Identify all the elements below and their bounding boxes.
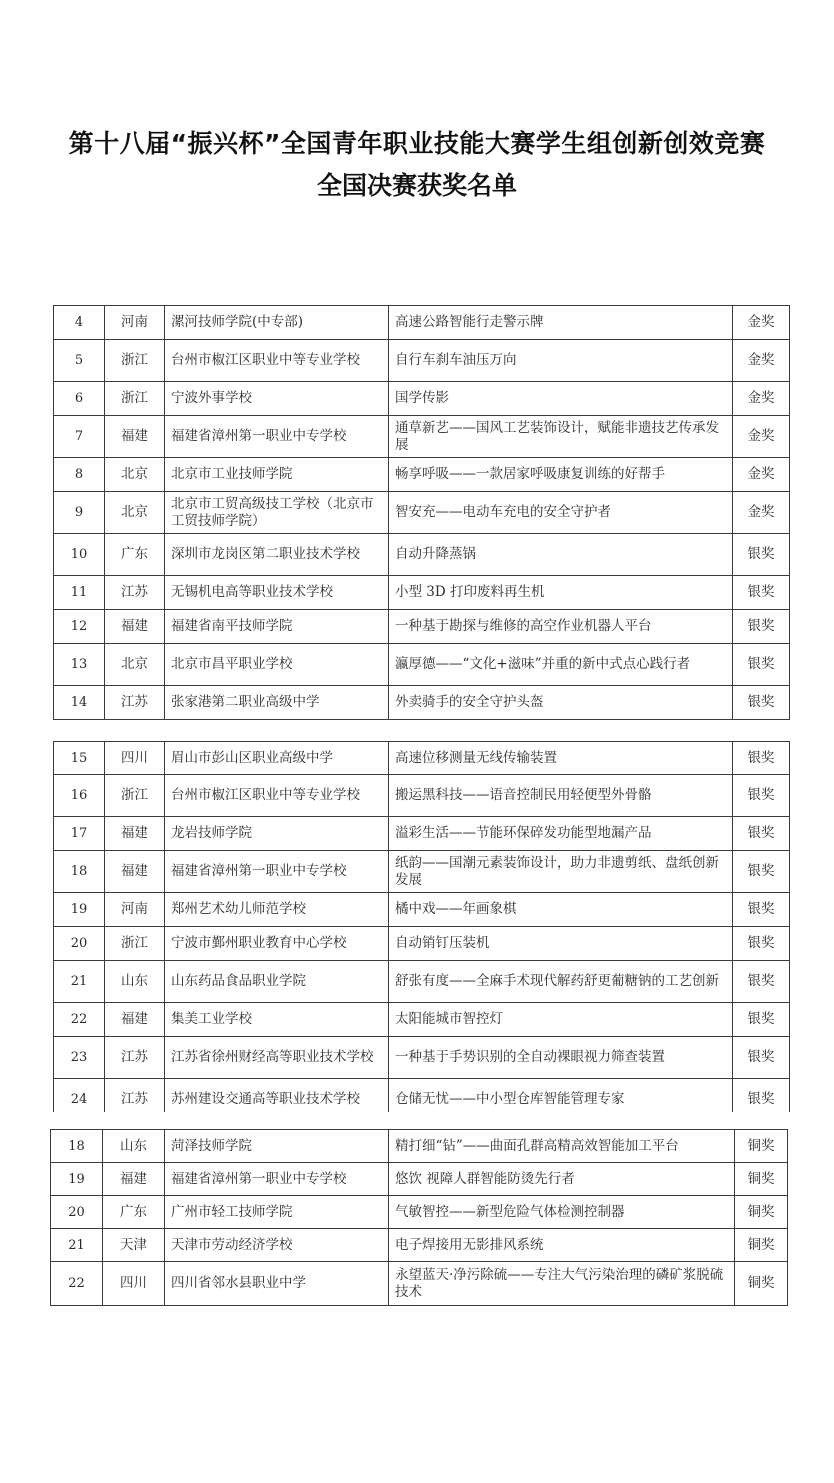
province-cell: 浙江: [105, 340, 165, 382]
award-cell: 铜奖: [735, 1163, 788, 1196]
school-cell: 宁波市鄞州职业教育中心学校: [165, 927, 389, 961]
row-number: 18: [51, 1130, 103, 1163]
project-cell: 高速位移测量无线传输装置: [389, 742, 733, 775]
province-cell: 浙江: [105, 927, 165, 961]
award-cell: 银奖: [733, 1079, 790, 1113]
project-cell: 自动升降蒸锅: [389, 534, 733, 576]
project-cell: 外卖骑手的安全守护头盔: [389, 686, 733, 720]
project-cell: 永望蓝天·净污除硫——专注大气污染治理的磷矿浆脱硫技术: [389, 1262, 735, 1306]
document-title: 第十八届“振兴杯”全国青年职业技能大赛学生组创新创效竞赛: [68, 129, 766, 158]
project-cell: 一种基于勘探与维修的高空作业机器人平台: [389, 610, 733, 644]
school-cell: 台州市椒江区职业中等专业学校: [165, 340, 389, 382]
table-row: [51, 1196, 788, 1229]
school-cell: 集美工业学校: [165, 1003, 389, 1037]
school-cell: 无锡机电高等职业技术学校: [165, 576, 389, 610]
school-cell: 天津市劳动经济学校: [165, 1229, 389, 1262]
row-number: 12: [54, 610, 105, 644]
province-cell: 江苏: [105, 1079, 165, 1113]
table-row: [54, 458, 790, 492]
project-cell: 自行车刹车油压万向: [389, 340, 733, 382]
table-row: [54, 686, 790, 720]
table-row: [54, 742, 790, 775]
award-table-gold-silver: [53, 305, 790, 720]
province-cell: 江苏: [105, 686, 165, 720]
row-number: 7: [54, 416, 105, 458]
province-cell: 河南: [105, 893, 165, 927]
award-cell: 金奖: [733, 382, 790, 416]
project-cell: 畅享呼吸——一款居家呼吸康复训练的好帮手: [389, 458, 733, 492]
school-cell: 郑州艺术幼儿师范学校: [165, 893, 389, 927]
project-cell: 舒张有度——全麻手术现代解药舒更葡糖钠的工艺创新: [389, 961, 733, 1003]
project-cell: 纸韵——国潮元素装饰设计，助力非遗剪纸、盘纸创新发展: [389, 851, 733, 893]
table-row: [54, 644, 790, 686]
school-cell: 眉山市彭山区职业高级中学: [165, 742, 389, 775]
award-cell: 银奖: [733, 742, 790, 775]
award-cell: 银奖: [733, 644, 790, 686]
project-cell: 搬运黑科技——语音控制民用轻便型外骨骼: [389, 775, 733, 817]
project-cell: 小型 3D 打印废料再生机: [389, 576, 733, 610]
table-row: [54, 340, 790, 382]
project-cell: 高速公路智能行走警示牌: [389, 306, 733, 340]
table-row: [54, 1079, 790, 1113]
province-cell: 山东: [103, 1130, 165, 1163]
row-number: 8: [54, 458, 105, 492]
province-cell: 北京: [105, 644, 165, 686]
row-number: 22: [51, 1262, 103, 1306]
row-number: 18: [54, 851, 105, 893]
school-cell: 江苏省徐州财经高等职业技术学校: [165, 1037, 389, 1079]
row-number: 21: [54, 961, 105, 1003]
province-cell: 河南: [105, 306, 165, 340]
table-row: [54, 775, 790, 817]
row-number: 9: [54, 492, 105, 534]
table-row: [51, 1163, 788, 1196]
project-cell: 溢彩生活——节能环保碎发功能型地漏产品: [389, 817, 733, 851]
project-cell: 电子焊接用无影排风系统: [389, 1229, 735, 1262]
school-cell: 深圳市龙岗区第二职业技术学校: [165, 534, 389, 576]
school-cell: 福建省南平技师学院: [165, 610, 389, 644]
table-row: [51, 1229, 788, 1262]
province-cell: 福建: [105, 1003, 165, 1037]
row-number: 22: [54, 1003, 105, 1037]
school-cell: 台州市椒江区职业中等专业学校: [165, 775, 389, 817]
award-cell: 银奖: [733, 817, 790, 851]
award-cell: 银奖: [733, 1037, 790, 1079]
table-row: [54, 306, 790, 340]
school-cell: 宁波外事学校: [165, 382, 389, 416]
province-cell: 福建: [103, 1163, 165, 1196]
school-cell: 漯河技师学院(中专部): [165, 306, 389, 340]
project-cell: 太阳能城市智控灯: [389, 1003, 733, 1037]
project-cell: 国学传影: [389, 382, 733, 416]
province-cell: 江苏: [105, 576, 165, 610]
school-cell: 福建省漳州第一职业中专学校: [165, 1163, 389, 1196]
award-cell: 银奖: [733, 851, 790, 893]
project-cell: 瀛厚德——“文化+滋味”并重的新中式点心践行者: [389, 644, 733, 686]
school-cell: 北京市工贸高级技工学校（北京市工贸技师学院）: [165, 492, 389, 534]
row-number: 23: [54, 1037, 105, 1079]
row-number: 13: [54, 644, 105, 686]
document-subtitle: 全国决赛获奖名单: [316, 171, 517, 200]
row-number: 17: [54, 817, 105, 851]
province-cell: 天津: [103, 1229, 165, 1262]
row-number: 10: [54, 534, 105, 576]
row-number: 20: [51, 1196, 103, 1229]
award-cell: 铜奖: [735, 1130, 788, 1163]
school-cell: 福建省漳州第一职业中专学校: [165, 416, 389, 458]
province-cell: 广东: [105, 534, 165, 576]
project-cell: 气敏智控——新型危险气体检测控制器: [389, 1196, 735, 1229]
award-table-bronze: [50, 1129, 788, 1306]
province-cell: 福建: [105, 416, 165, 458]
table-row: [54, 1003, 790, 1037]
table-row: [54, 817, 790, 851]
award-cell: 铜奖: [735, 1262, 788, 1306]
province-cell: 浙江: [105, 382, 165, 416]
project-cell: 精打细“钻”——曲面孔群高精高效智能加工平台: [389, 1130, 735, 1163]
table-row: [51, 1130, 788, 1163]
row-number: 14: [54, 686, 105, 720]
row-number: 21: [51, 1229, 103, 1262]
award-cell: 银奖: [733, 576, 790, 610]
row-number: 19: [51, 1163, 103, 1196]
project-cell: 橘中戏——年画象棋: [389, 893, 733, 927]
award-cell: 银奖: [733, 534, 790, 576]
table-row: [54, 610, 790, 644]
award-cell: 金奖: [733, 306, 790, 340]
row-number: 20: [54, 927, 105, 961]
school-cell: 北京市昌平职业学校: [165, 644, 389, 686]
province-cell: 山东: [105, 961, 165, 1003]
province-cell: 广东: [103, 1196, 165, 1229]
table-row: [54, 1037, 790, 1079]
province-cell: 福建: [105, 851, 165, 893]
award-cell: 银奖: [733, 893, 790, 927]
row-number: 15: [54, 742, 105, 775]
school-cell: 山东药品食品职业学院: [165, 961, 389, 1003]
table-row: [54, 382, 790, 416]
award-cell: 铜奖: [735, 1229, 788, 1262]
table-row: [54, 416, 790, 458]
province-cell: 福建: [105, 817, 165, 851]
table-body: [54, 306, 790, 720]
province-cell: 江苏: [105, 1037, 165, 1079]
award-cell: 银奖: [733, 961, 790, 1003]
school-cell: 龙岩技师学院: [165, 817, 389, 851]
school-cell: 广州市轻工技师学院: [165, 1196, 389, 1229]
school-cell: 苏州建设交通高等职业技术学校: [165, 1079, 389, 1113]
province-cell: 浙江: [105, 775, 165, 817]
school-cell: 张家港第二职业高级中学: [165, 686, 389, 720]
award-cell: 银奖: [733, 610, 790, 644]
award-cell: 银奖: [733, 1003, 790, 1037]
project-cell: 悠饮 视障人群智能防烫先行者: [389, 1163, 735, 1196]
school-cell: 四川省邻水县职业中学: [165, 1262, 389, 1306]
province-cell: 福建: [105, 610, 165, 644]
row-number: 16: [54, 775, 105, 817]
project-cell: 通草新艺——国风工艺装饰设计，赋能非遗技艺传承发展: [389, 416, 733, 458]
table-body: [54, 742, 790, 1113]
award-cell: 银奖: [733, 775, 790, 817]
table-row: [54, 961, 790, 1003]
award-cell: 银奖: [733, 927, 790, 961]
award-cell: 金奖: [733, 458, 790, 492]
province-cell: 北京: [105, 458, 165, 492]
table-body: [51, 1130, 788, 1306]
table-row: [54, 492, 790, 534]
table-row: [54, 851, 790, 893]
project-cell: 一种基于手势识别的全自动裸眼视力筛查装置: [389, 1037, 733, 1079]
school-cell: 北京市工业技师学院: [165, 458, 389, 492]
table-row: [54, 927, 790, 961]
award-cell: 金奖: [733, 492, 790, 534]
award-cell: 金奖: [733, 416, 790, 458]
table-row: [54, 534, 790, 576]
table-row: [51, 1262, 788, 1306]
row-number: 24: [54, 1079, 105, 1113]
award-cell: 金奖: [733, 340, 790, 382]
award-table-silver-clip: [0, 741, 834, 1112]
award-cell: 银奖: [733, 686, 790, 720]
project-cell: 仓储无忧——中小型仓库智能管理专家: [389, 1079, 733, 1113]
row-number: 4: [54, 306, 105, 340]
table-row: [54, 576, 790, 610]
table-row: [54, 893, 790, 927]
project-cell: 智安充——电动车充电的安全守护者: [389, 492, 733, 534]
province-cell: 四川: [103, 1262, 165, 1306]
project-cell: 自动销钉压装机: [389, 927, 733, 961]
school-cell: 福建省漳州第一职业中专学校: [165, 851, 389, 893]
award-cell: 铜奖: [735, 1196, 788, 1229]
school-cell: 菏泽技师学院: [165, 1130, 389, 1163]
row-number: 19: [54, 893, 105, 927]
row-number: 11: [54, 576, 105, 610]
province-cell: 北京: [105, 492, 165, 534]
row-number: 5: [54, 340, 105, 382]
row-number: 6: [54, 382, 105, 416]
award-table-silver: [53, 741, 790, 1112]
province-cell: 四川: [105, 742, 165, 775]
